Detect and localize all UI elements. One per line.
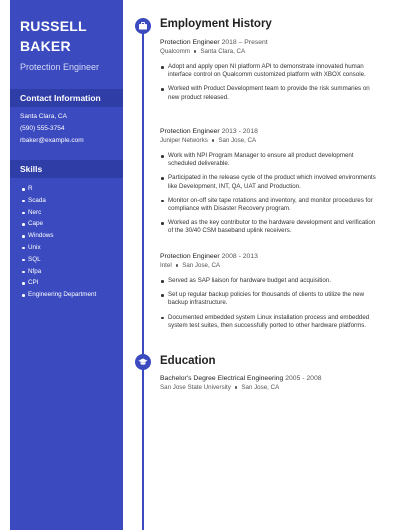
list-item: Worked with Product Development team to provide the risk summaries on new product released. — [160, 85, 380, 101]
education-degree-line — [160, 375, 322, 382]
list-item: Work with NPI Program Manager to ensure all product development scheduled deliverable. — [160, 152, 380, 168]
list-item: Participated in the release cycle of the product which involved environments like Development, INT, QA, UAT and Production. — [160, 174, 380, 190]
contact-section-header — [10, 89, 123, 107]
timeline-line — [142, 26, 144, 530]
job-3-title-line — [160, 253, 258, 260]
skill-item: Engineering Department — [22, 289, 96, 301]
list-item: Set up regular backup policies for thousands of clients to utilize the new backup infrastructure. — [160, 291, 380, 307]
contact-heading: Contact Information — [20, 93, 101, 103]
job-1-company: Qualcomm — [160, 48, 190, 55]
skill-item: Windows — [22, 230, 96, 242]
job-3-meta — [160, 262, 220, 269]
job-2-location: San Jose, CA — [218, 137, 257, 144]
last-name: BAKER — [20, 38, 71, 54]
skill-item: Cape — [22, 218, 96, 230]
job-3-company: Intel — [160, 262, 172, 269]
job-2-bullets — [160, 152, 380, 242]
job-title: Protection Engineer — [20, 62, 100, 72]
contact-location: Santa Clara, CA — [20, 113, 67, 120]
education-heading: Education — [160, 355, 216, 367]
skill-item: SQL — [22, 254, 96, 266]
education-meta — [160, 384, 279, 391]
job-1-bullets — [160, 63, 380, 108]
job-1-meta — [160, 48, 245, 55]
job-1-location: Santa Clara, CA — [200, 48, 246, 55]
job-3-dates: 2008 - 2013 — [221, 253, 258, 260]
list-item: Served as SAP liaison for hardware budget and acquisition. — [160, 277, 380, 285]
education-location: San Jose, CA — [241, 384, 280, 391]
skills-heading: Skills — [20, 164, 43, 174]
education-degree: Bachelor's Degree Electrical Engineering — [160, 375, 284, 382]
list-item: Monitor on-off site tape rotations and inventory, and monitor procedures for compliance with Disaster Recovery program. — [160, 197, 380, 213]
job-3-bullets — [160, 277, 380, 336]
sidebar — [10, 0, 123, 530]
job-2-dates: 2013 - 2018 — [221, 128, 258, 135]
contact-email[interactable]: rbaker@example.com — [20, 137, 84, 144]
skills-section-header — [10, 160, 123, 178]
skill-item: Nerc — [22, 207, 96, 219]
education-node — [135, 354, 151, 370]
skill-item: CPI — [22, 277, 96, 289]
job-3-location: San Jose, CA — [182, 262, 221, 269]
job-2-title: Protection Engineer — [160, 128, 220, 135]
skills-list — [22, 183, 96, 301]
briefcase-icon — [138, 21, 148, 31]
employment-node — [135, 18, 151, 34]
graduation-cap-icon — [138, 357, 148, 367]
job-2-meta — [160, 137, 256, 144]
skill-item: Unix — [22, 242, 96, 254]
skill-item: Scada — [22, 195, 96, 207]
job-1-title-line — [160, 39, 268, 46]
job-2-title-line — [160, 128, 258, 135]
list-item: Worked as the key contributor to the hardware development and verification of the 30/40 CSM baseband uplink receivers. — [160, 219, 380, 235]
skill-item: Nfpa — [22, 266, 96, 278]
contact-phone: (590) 555-3754 — [20, 125, 65, 132]
first-name: RUSSELL — [20, 18, 87, 34]
employment-heading: Employment History — [160, 18, 272, 30]
education-dates: 2005 - 2008 — [285, 375, 322, 382]
full-name — [20, 16, 87, 56]
education-school: San Jose State University — [160, 384, 231, 391]
job-1-title: Protection Engineer — [160, 39, 220, 46]
job-1-dates: 2018 – Present — [221, 39, 268, 46]
list-item: Adopt and apply open NI platform API to demonstrate innovated human interface control on Qualcomm customized platform with XBOX console. — [160, 63, 380, 79]
skill-item: R — [22, 183, 96, 195]
job-2-company: Juniper Networks — [160, 137, 208, 144]
job-3-title: Protection Engineer — [160, 253, 220, 260]
list-item: Documented embedded system Linux installation process and embedded system test suites, then successfully ported to other hardware platforms. — [160, 314, 380, 330]
